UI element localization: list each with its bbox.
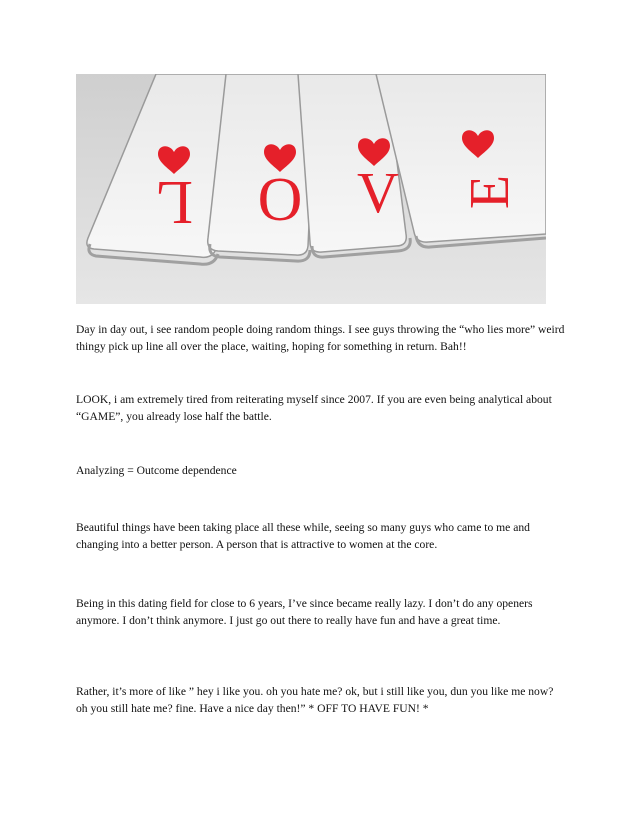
card-letter-v: V bbox=[357, 160, 399, 225]
card-letter-o: O bbox=[257, 166, 303, 234]
card-letter-l: L bbox=[155, 168, 193, 236]
paragraph-3: Analyzing = Outcome dependence bbox=[76, 464, 237, 477]
paragraph-5: Being in this dating field for close to 6 years, I’ve since became really lazy. I don’t do any openers anymore. I don’t think anymore. I just go out there to really have fun and have a great time. bbox=[76, 597, 533, 627]
paragraph-1: Day in day out, i see random people doing random things. I see guys throwing the “who lies more” weird thingy pick up line all over the place, waiting, hoping for something in return. Bah!! bbox=[76, 323, 565, 353]
paragraph-2: LOOK, i am extremely tired from reiterating myself since 2007. If you are even being analytical about “GAME”, you already lose half the battle. bbox=[76, 393, 552, 423]
paragraph-6: Rather, it’s more of like ” hey i like you. oh you hate me? ok, but i still like you, dun you like me now? oh you still hate me? fine. Have a nice day then!” * OFF TO HAVE FUN! * bbox=[76, 685, 554, 715]
playing-cards-illustration bbox=[76, 74, 546, 304]
love-cards-photo bbox=[76, 74, 546, 304]
paragraph-4: Beautiful things have been taking place all these while, seeing so many guys who came to me and changing into a better person. A person that is attractive to women at the core. bbox=[76, 521, 530, 551]
card-letter-e: E bbox=[459, 174, 521, 210]
